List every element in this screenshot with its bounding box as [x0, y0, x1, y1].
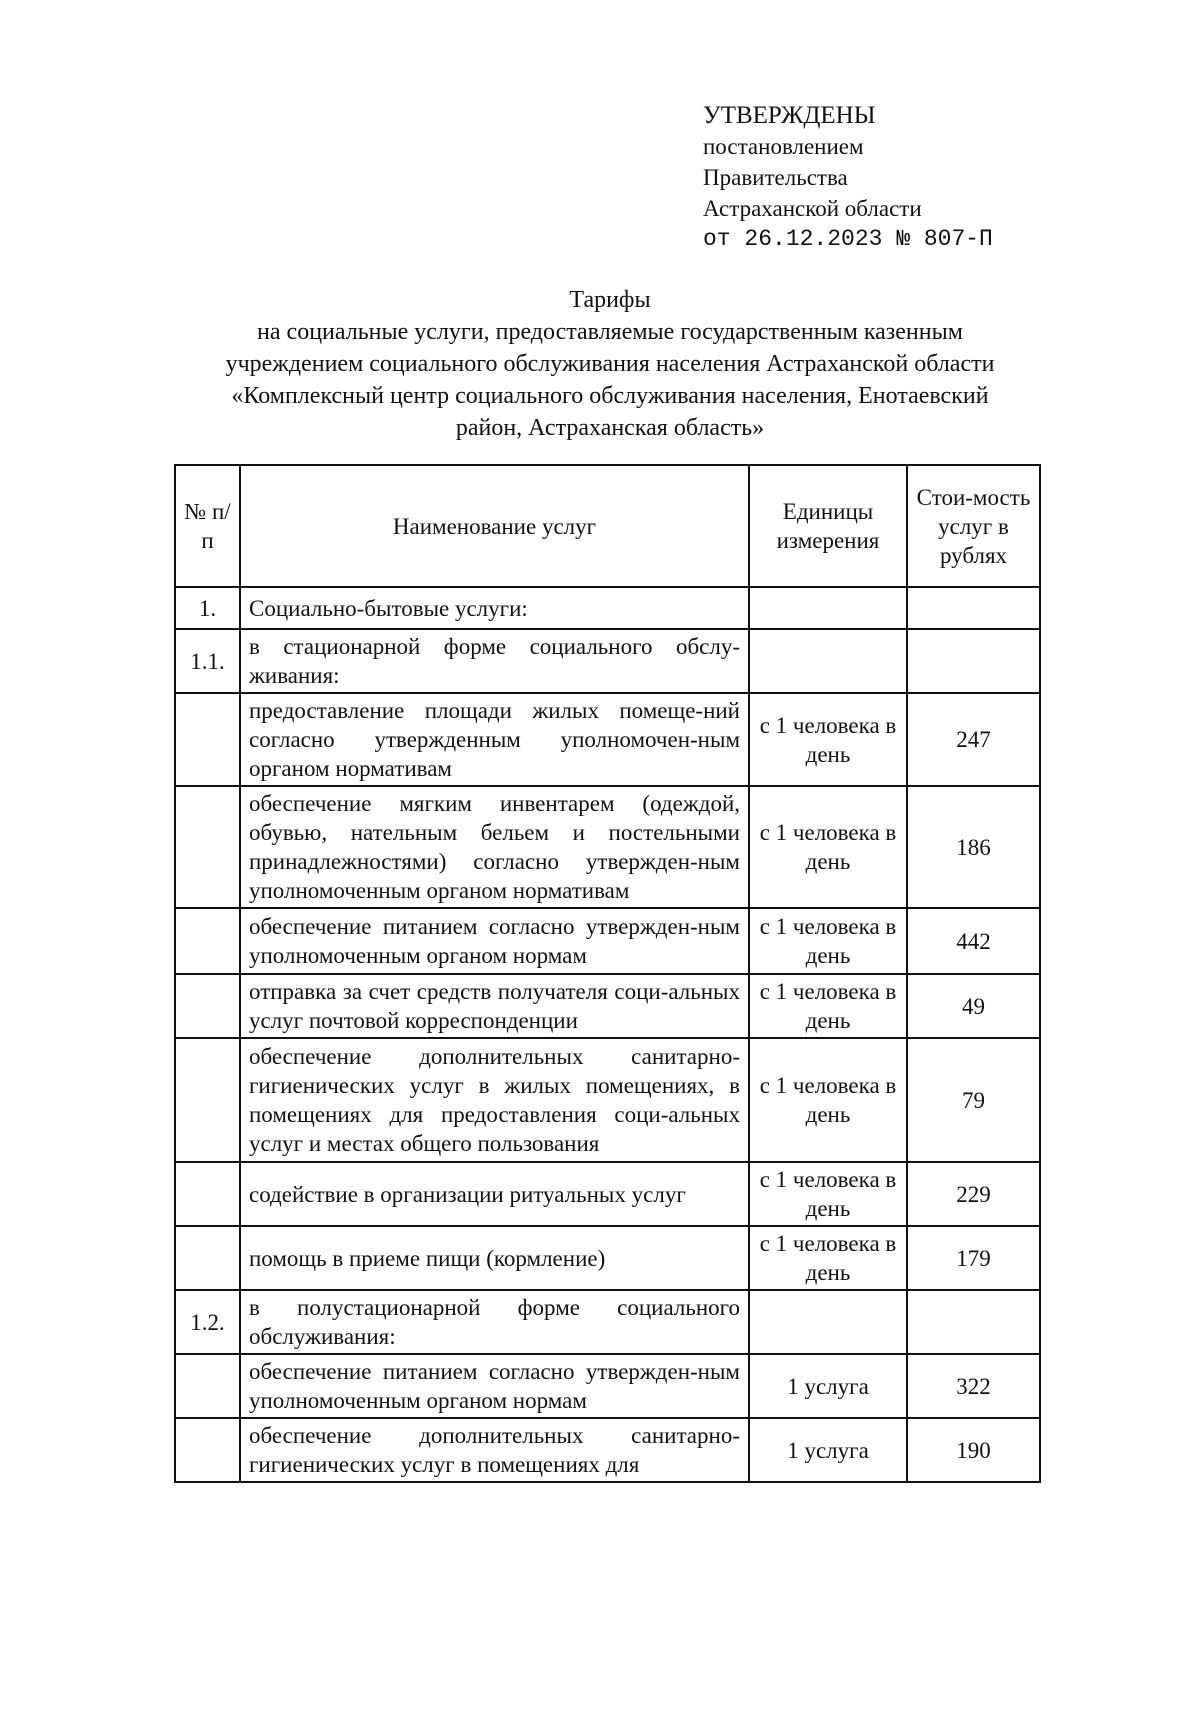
row-num: [175, 1038, 240, 1162]
row-unit: [749, 629, 907, 693]
table-row: [175, 1290, 1040, 1354]
row-name: обеспечение питанием согласно утвержден-ным уполномоченным органом нормам: [240, 908, 749, 974]
table-row: [175, 1354, 1040, 1418]
title-line-1: на социальные услуги, предоставляемые государственным казенным: [257, 319, 963, 345]
row-name: предоставление площади жилых помеще-ний согласно утвержденным уполномочен-ным органом нормативам: [240, 693, 749, 786]
row-num: [175, 1354, 240, 1418]
row-unit: с 1 человека в день: [749, 1162, 907, 1226]
row-unit: с 1 человека в день: [749, 693, 907, 786]
approval-block: [703, 100, 993, 255]
row-name: помощь в приеме пищи (кормление): [240, 1226, 749, 1290]
row-cost: [907, 629, 1040, 693]
row-num: [175, 908, 240, 974]
row-unit: с 1 человека в день: [749, 1226, 907, 1290]
row-name: в стационарной форме социального обслу-живания:: [240, 629, 749, 693]
row-unit: с 1 человека в день: [749, 974, 907, 1038]
title-line-4: район, Астраханская область»: [455, 415, 765, 441]
tariffs-table: [174, 464, 1041, 1483]
row-name: в полустационарной форме социального обслуживания:: [240, 1290, 749, 1354]
row-name: обеспечение мягким инвентарем (одеждой, обувью, нательным бельем и постельными принадлежностями) согласно утвержден-ным уполномоченным органом нормативам: [240, 786, 749, 908]
table-row: [175, 1162, 1040, 1226]
header-num: № п/п: [175, 465, 240, 587]
row-name: содействие в организации ритуальных услуг: [240, 1162, 749, 1226]
title-line-3: «Комплексный центр социального обслуживания населения, Енотаевский: [231, 383, 989, 409]
approval-heading: УТВЕРЖДЕНЫ: [703, 102, 876, 129]
row-num: [175, 786, 240, 908]
row-num: [175, 1162, 240, 1226]
table-row: [175, 1418, 1040, 1482]
header-cost: Стои-мость услуг в рублях: [907, 465, 1040, 587]
row-num: 1.1.: [175, 629, 240, 693]
row-num: 1.2.: [175, 1290, 240, 1354]
title-main: Тарифы: [569, 287, 651, 313]
row-unit: с 1 человека в день: [749, 1038, 907, 1162]
table-row: [175, 1038, 1040, 1162]
row-name: обеспечение питанием согласно утвержден-ным уполномоченным органом нормам: [240, 1354, 749, 1418]
row-name: Социально-бытовые услуги:: [240, 587, 749, 629]
row-num: [175, 1226, 240, 1290]
row-cost: [907, 587, 1040, 629]
row-cost: 190: [907, 1418, 1040, 1482]
row-num: [175, 1418, 240, 1482]
row-cost: 247: [907, 693, 1040, 786]
approval-date-number: от 26.12.2023 № 807-П: [703, 226, 993, 252]
approval-line-1: постановлением: [703, 134, 864, 159]
header-name: Наименование услуг: [240, 465, 749, 587]
table-row: [175, 908, 1040, 974]
title-line-2: учреждением социального обслуживания населения Астраханской области: [225, 351, 995, 377]
row-unit: 1 услуга: [749, 1354, 907, 1418]
row-unit: с 1 человека в день: [749, 908, 907, 974]
row-cost: 186: [907, 786, 1040, 908]
row-unit: 1 услуга: [749, 1418, 907, 1482]
table-row: [175, 1226, 1040, 1290]
approval-line-3: Астраханской области: [703, 196, 922, 221]
row-unit: [749, 1290, 907, 1354]
document-title: [180, 284, 1040, 444]
row-cost: 229: [907, 1162, 1040, 1226]
row-name: обеспечение дополнительных санитарно-гигиенических услуг в помещениях для: [240, 1418, 749, 1482]
table-header-row: [175, 465, 1040, 587]
row-unit: с 1 человека в день: [749, 786, 907, 908]
row-num: [175, 693, 240, 786]
row-cost: 442: [907, 908, 1040, 974]
table-row: [175, 974, 1040, 1038]
row-num: 1.: [175, 587, 240, 629]
table-row: [175, 693, 1040, 786]
row-cost: 79: [907, 1038, 1040, 1162]
header-unit: Единицы измерения: [749, 465, 907, 587]
row-name: обеспечение дополнительных санитарно-гигиенических услуг в жилых помещениях, в помещениях для предоставления соци-альных услуг и местах общего пользования: [240, 1038, 749, 1162]
table-row: [175, 786, 1040, 908]
row-cost: 322: [907, 1354, 1040, 1418]
approval-line-2: Правительства: [703, 165, 848, 190]
table-row: [175, 587, 1040, 629]
row-unit: [749, 587, 907, 629]
row-cost: [907, 1290, 1040, 1354]
row-cost: 49: [907, 974, 1040, 1038]
row-num: [175, 974, 240, 1038]
table-row: [175, 629, 1040, 693]
row-name: отправка за счет средств получателя соци-альных услуг почтовой корреспонденции: [240, 974, 749, 1038]
row-cost: 179: [907, 1226, 1040, 1290]
